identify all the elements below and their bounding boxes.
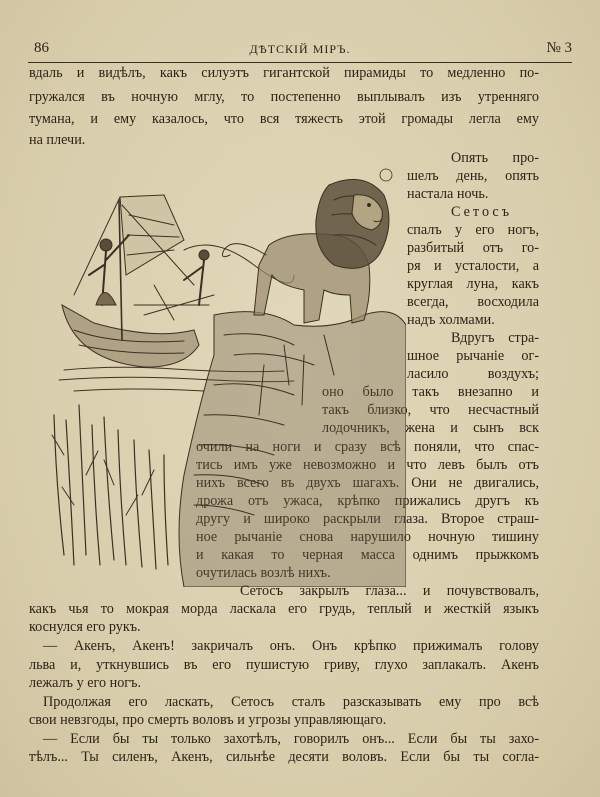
text-line: круглая луна, какъ xyxy=(407,276,539,292)
text-line: шелъ день, опять xyxy=(407,168,539,184)
text-line: на плечи. xyxy=(29,132,86,148)
text-line: Опять про- xyxy=(451,150,539,166)
text-line: коснулся его рукъ. xyxy=(29,619,141,635)
journal-title: ДѢТСКІЙ МІРЪ. xyxy=(249,42,351,56)
text-line: оно было такъ внезапно и xyxy=(322,384,539,400)
text-line: очутилась возлѣ нихъ. xyxy=(196,565,331,581)
text-line: — Акенъ, Акенъ! закричалъ онъ. Онъ крѣпко прижималъ голову xyxy=(43,638,539,654)
text-line: надъ холмами. xyxy=(407,312,495,328)
text-line: разбитый отъ го- xyxy=(407,240,539,256)
text-line: ря и усталости, а xyxy=(407,258,539,274)
header-rule xyxy=(28,62,572,63)
text-line: такъ близко, что несчастный xyxy=(322,402,539,418)
text-line: дрожа отъ ужаса, крѣпко прижались другъ къ xyxy=(196,493,539,509)
text-line: Вдругъ стра- xyxy=(451,330,539,346)
text-line: нихъ всего въ двухъ шагахъ. Они не двигались, xyxy=(196,475,539,491)
page-header xyxy=(28,40,572,62)
text-line: тись имъ уже невозможно и что левъ былъ отъ xyxy=(196,457,539,473)
text-line: шное рычаніе ог- xyxy=(407,348,539,364)
lion-boat-illustration xyxy=(34,155,406,587)
text-line: Сетосъ закрылъ глаза... и почувствовалъ, xyxy=(240,583,539,599)
text-line: тѣлъ... Ты силенъ, Акенъ, сильнѣе десяти воловъ. Если бы ты согла- xyxy=(29,749,539,765)
text-line: Сетосъ xyxy=(451,204,513,220)
text-line: вдаль и видѣлъ, какъ силуэтъ гигантской пирамиды то медленно по- xyxy=(29,65,539,81)
text-line: ное рычаніе снова нарушило ночную тишину xyxy=(196,529,539,545)
text-line: льва и, уткнувшись въ его пушистую гриву, глухо заплакалъ. Акенъ xyxy=(29,657,539,673)
text-line: настала ночь. xyxy=(407,186,489,202)
text-line: тумана, и ему казалось, что вся тяжесть этой громады легла ему xyxy=(29,111,539,127)
issue-number: № 3 xyxy=(546,40,572,56)
page-number: 86 xyxy=(34,40,49,56)
text-line: очили на ноги и сразу всѣ поняли, что спас- xyxy=(196,439,539,455)
text-line: лежалъ у его ногъ. xyxy=(29,675,141,691)
text-line: спалъ у его ногъ, xyxy=(407,222,539,238)
text-line: гружался въ ночную мглу, то постепенно выплывалъ изъ утренняго xyxy=(29,89,539,105)
text-line: — Если бы ты только захотѣлъ, говорилъ онъ... Если бы ты захо- xyxy=(43,731,539,747)
text-line: другу и широко раскрыли глаза. Второе страш- xyxy=(196,511,539,527)
text-line: всегда, восходила xyxy=(407,294,539,310)
text-line: Продолжая его ласкать, Сетосъ сталъ разсказывать ему про всѣ xyxy=(43,694,539,710)
text-line: и какая то черная масса однимъ прыжкомъ xyxy=(196,547,539,563)
text-line: свои невзгоды, про смерть воловъ и угрозы управляющаго. xyxy=(29,712,387,728)
text-line: лодочникъ, жена и сынъ вск xyxy=(322,420,539,436)
text-line: ласило воздухъ; xyxy=(407,366,539,382)
text-line: какъ чья то мокрая морда ласкала его грудь, теплый и жесткій языкъ xyxy=(29,601,539,617)
